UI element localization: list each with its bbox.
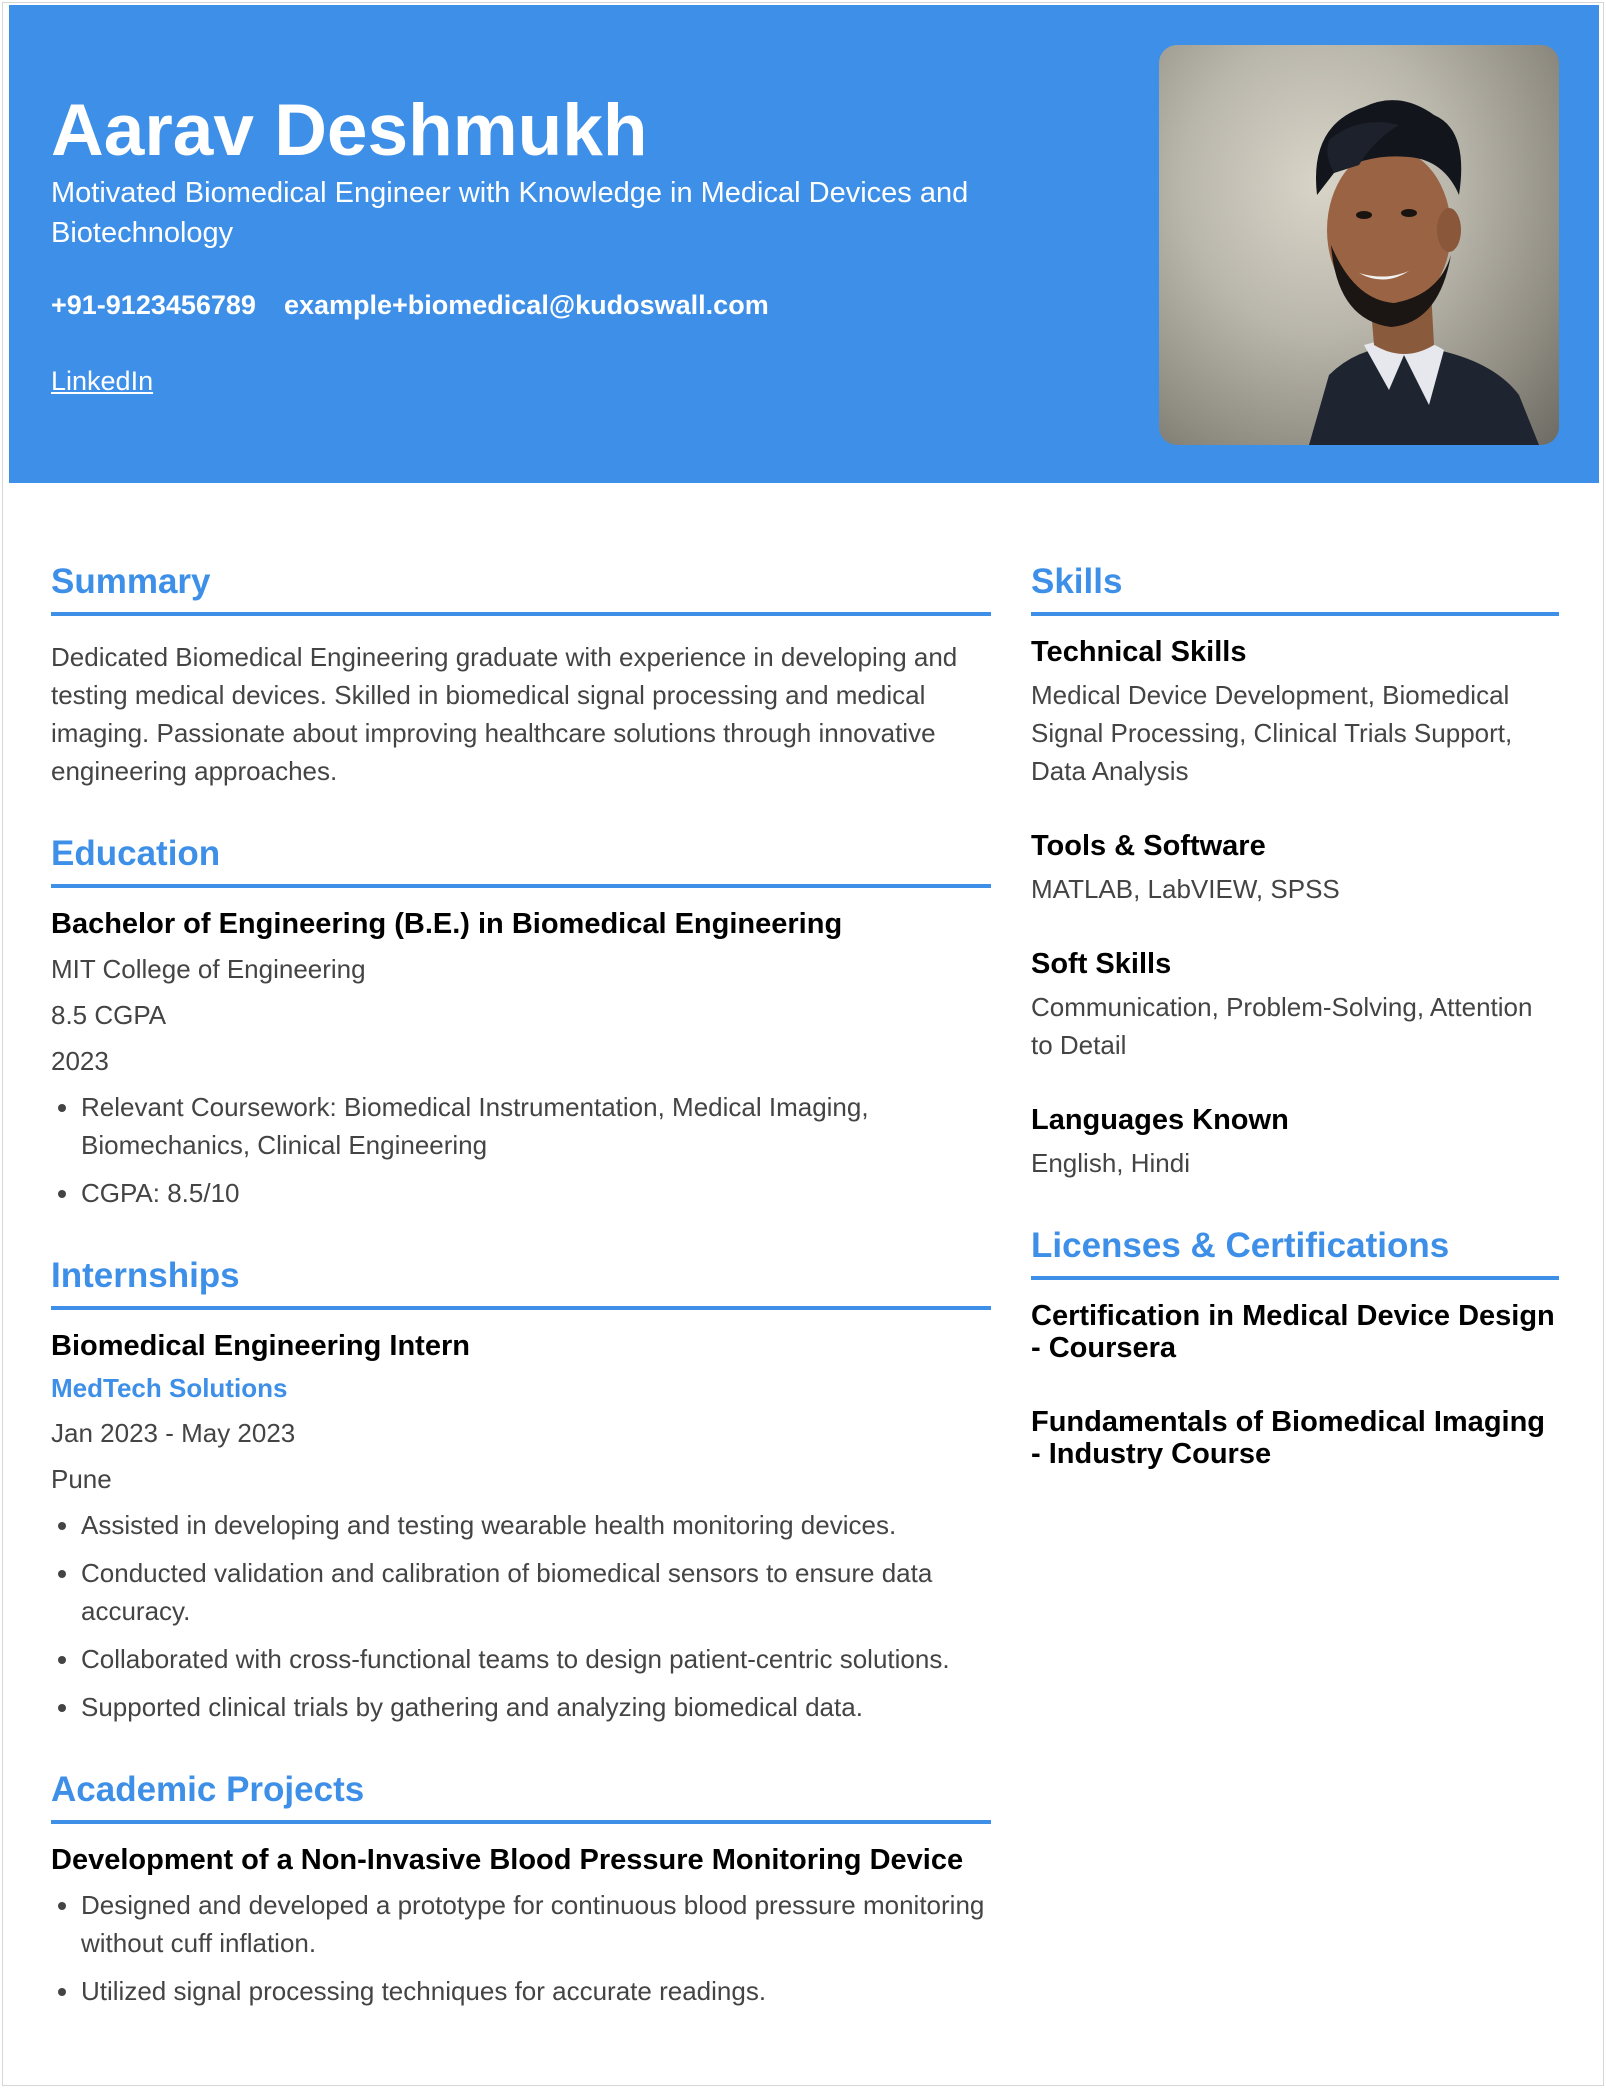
- skill-group-languages: [1031, 1102, 1559, 1182]
- certification-item: Fundamentals of Biomedical Imaging - Industry Course: [1031, 1406, 1546, 1470]
- internship-role: Biomedical Engineering Intern: [51, 1330, 470, 1362]
- email-address: example+biomedical@kudoswall.com: [283, 290, 769, 320]
- list-item: • Assisted in developing and testing wearable health monitoring devices.: [81, 1506, 991, 1544]
- list-item: • Conducted validation and calibration of biomedical sensors to ensure data accuracy.: [81, 1554, 991, 1630]
- skill-group-heading: Languages Known: [1031, 1104, 1289, 1136]
- section-title-projects: Academic Projects: [51, 1766, 991, 1824]
- education-cgpa: 8.5 CGPA: [51, 1000, 167, 1030]
- list-item: • Relevant Coursework: Biomedical Instrumentation, Medical Imaging, Biomechanics, Clinical Engineering: [81, 1088, 991, 1164]
- list-item: • CGPA: 8.5/10: [81, 1174, 991, 1212]
- certification-item: Certification in Medical Device Design - Coursera: [1031, 1300, 1555, 1364]
- resume-header: [9, 5, 1599, 483]
- skill-group-technical: [1031, 634, 1559, 790]
- education-bullets: [51, 1088, 991, 1212]
- skill-group-heading: Tools & Software: [1031, 830, 1266, 862]
- list-item: • Supported clinical trials by gathering and analyzing biomedical data.: [81, 1688, 991, 1726]
- candidate-tagline: Motivated Biomedical Engineer with Knowledge in Medical Devices and Biotechnology: [51, 177, 969, 249]
- skill-group-heading: Technical Skills: [1031, 636, 1247, 668]
- degree-title: Bachelor of Engineering (B.E.) in Biomedical Engineering: [51, 908, 843, 940]
- skill-group-soft: [1031, 946, 1559, 1064]
- list-item: • Designed and developed a prototype for continuous blood pressure monitoring without cuff inflation.: [81, 1886, 991, 1962]
- certifications-section: [1031, 1222, 1559, 1470]
- internship-bullets: [51, 1506, 991, 1726]
- left-column: [51, 558, 991, 2050]
- list-item: • Utilized signal processing techniques for accurate readings.: [81, 1972, 991, 2010]
- section-title-skills: Skills: [1031, 558, 1559, 616]
- profile-photo-illustration: [1159, 45, 1559, 445]
- education-year: 2023: [51, 1046, 109, 1076]
- candidate-name: Aarav Deshmukh: [51, 90, 648, 171]
- skill-group-list: English, Hindi: [1031, 1148, 1190, 1178]
- section-title-internships: Internships: [51, 1252, 991, 1310]
- skill-group-list: MATLAB, LabVIEW, SPSS: [1031, 874, 1340, 904]
- list-item: • Collaborated with cross-functional teams to design patient-centric solutions.: [81, 1640, 991, 1678]
- section-title-summary: Summary: [51, 558, 991, 616]
- linkedin-link[interactable]: LinkedIn: [51, 366, 154, 396]
- internships-section: [51, 1252, 991, 1726]
- summary-section: [51, 558, 991, 790]
- project-bullets: [51, 1886, 991, 2010]
- resume-page: [2, 2, 1604, 2086]
- skills-section: [1031, 558, 1559, 1182]
- skill-group-list: Communication, Problem-Solving, Attention to Detail: [1031, 992, 1533, 1060]
- phone-number: +91-9123456789: [51, 290, 256, 320]
- project-name: Development of a Non-Invasive Blood Pressure Monitoring Device: [51, 1844, 964, 1876]
- internship-dates: Jan 2023 - May 2023: [51, 1418, 296, 1448]
- profile-photo: [1159, 45, 1559, 445]
- skill-group-heading: Soft Skills: [1031, 948, 1172, 980]
- contact-row: [51, 287, 769, 323]
- summary-text: Dedicated Biomedical Engineering graduate with experience in developing and testing medical devices. Skilled in biomedical signal processing and medical imaging. Passionate about improving healthcare solutions through innovative engineering approaches.: [51, 642, 958, 786]
- skill-group-list: Medical Device Development, Biomedical Signal Processing, Clinical Trials Support, Data Analysis: [1031, 680, 1513, 786]
- section-title-education: Education: [51, 830, 991, 888]
- internship-company: MedTech Solutions: [51, 1373, 288, 1403]
- projects-section: [51, 1766, 991, 2010]
- school-name: MIT College of Engineering: [51, 954, 366, 984]
- section-title-certifications: Licenses & Certifications: [1031, 1222, 1559, 1280]
- right-column: [1031, 558, 1559, 1510]
- skill-group-tools: [1031, 828, 1559, 908]
- internship-location: Pune: [51, 1464, 112, 1494]
- education-section: [51, 830, 991, 1212]
